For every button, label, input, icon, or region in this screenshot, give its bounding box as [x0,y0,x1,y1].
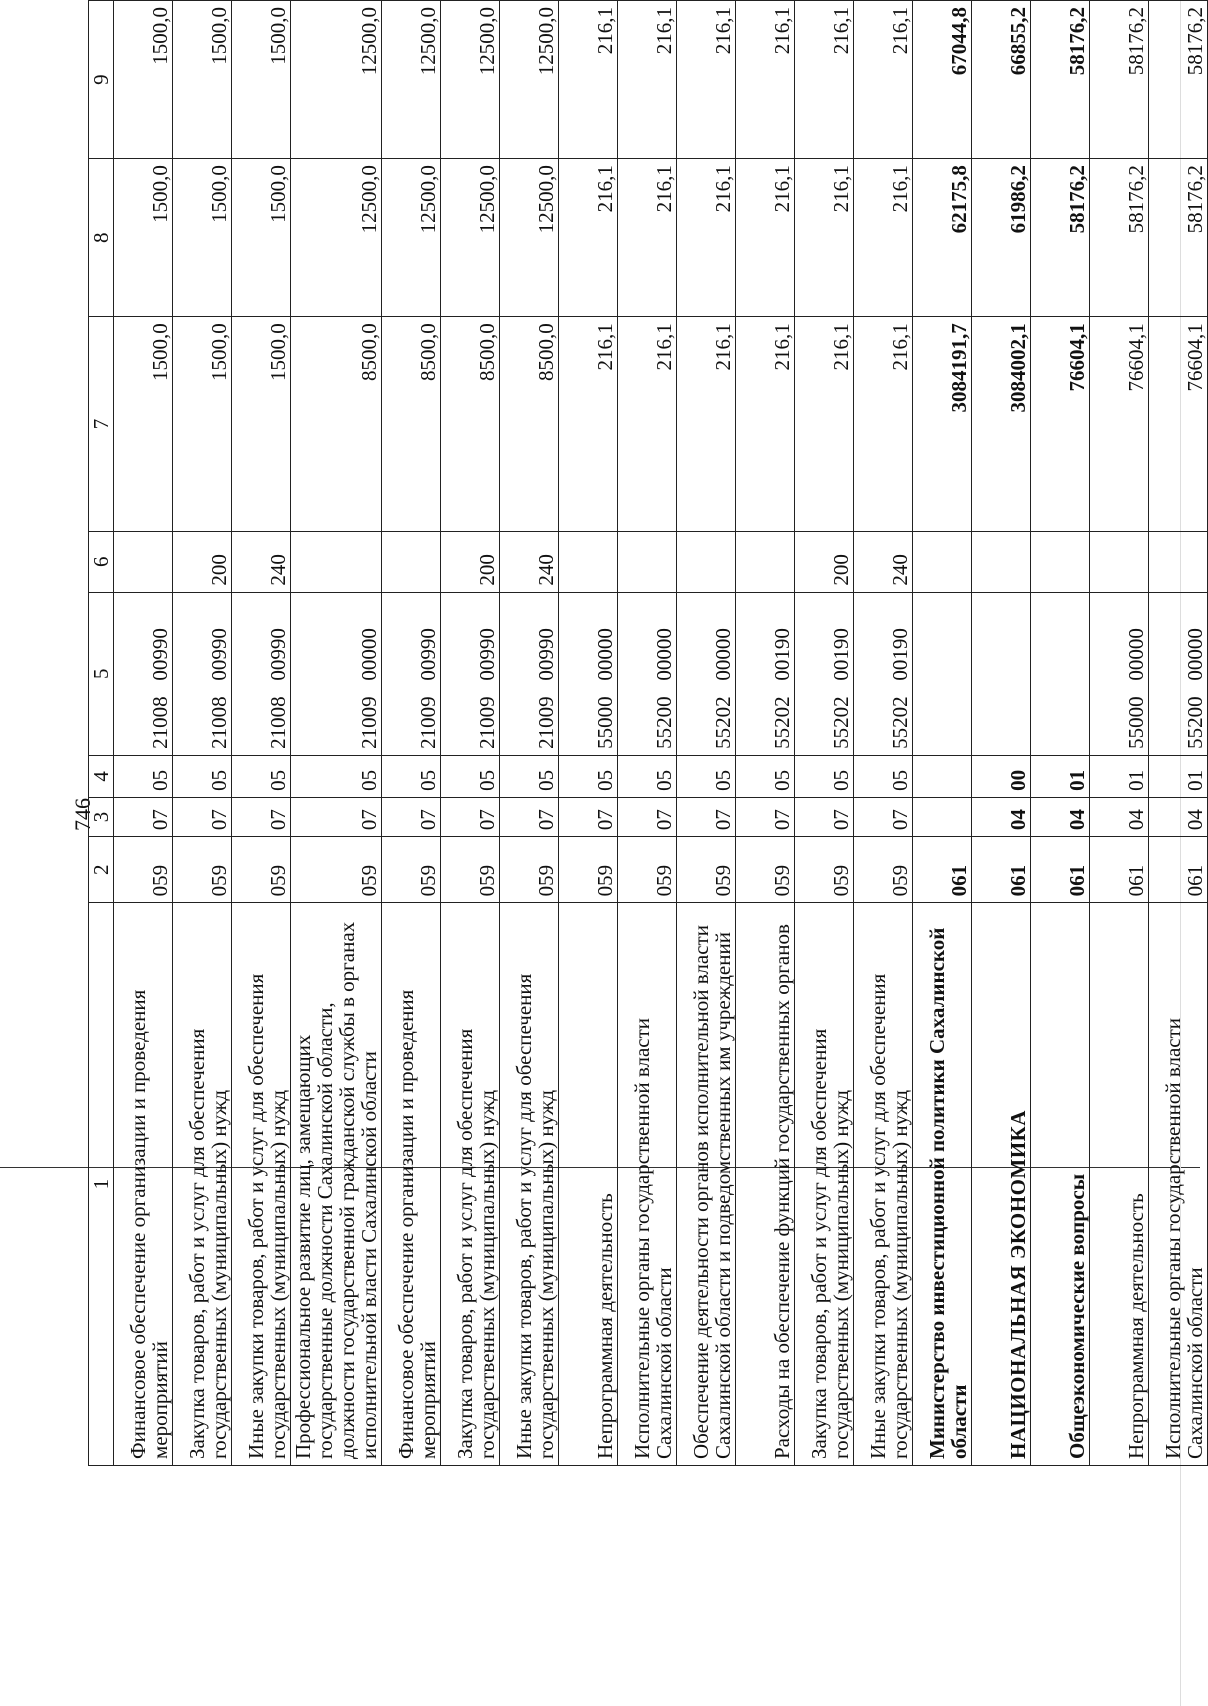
row-name-cell: Иные закупки товаров, работ и услуг для обеспечения государственных (муниципальных) нужд [500,903,559,1466]
target-article-cell: 21009 00990 [382,592,441,755]
row-name-cell: Иные закупки товаров, работ и услуг для обеспечения государственных (муниципальных) нужд [232,903,291,1466]
amount-col9-cell: 1500,0 [114,1,173,159]
expense-type-cell [1090,531,1149,592]
row-name-cell: Непрограммная деятельность [559,903,618,1466]
amount-col7-cell: 3084191,7 [913,317,972,532]
header-cell: 6 [89,531,114,592]
table-row [500,1,559,1466]
amount-col8-cell: 216,1 [559,159,618,317]
amount-col7-cell: 216,1 [559,317,618,532]
header-cell: 5 [89,592,114,755]
amount-col8-cell: 62175,8 [913,159,972,317]
expense-type-cell: 240 [854,531,913,592]
row-name-cell: Финансовое обеспечение организации и проведения мероприятий [114,903,173,1466]
subsection-cell: 00 [972,755,1031,797]
budget-table [88,0,1208,1466]
subsection-cell [913,755,972,797]
expense-type-cell [114,531,173,592]
subsection-cell: 05 [677,755,736,797]
target-article-cell [972,592,1031,755]
code-admin-cell: 059 [795,837,854,903]
amount-col8-cell: 216,1 [736,159,795,317]
expense-type-cell [1031,531,1090,592]
amount-col7-cell: 1500,0 [114,317,173,532]
amount-col9-cell: 58176,2 [1149,1,1208,159]
code-admin-cell: 059 [173,837,232,903]
amount-col9-cell: 216,1 [854,1,913,159]
row-name-cell: Закупка товаров, работ и услуг для обеспечения государственных (муниципальных) нужд [795,903,854,1466]
amount-col9-cell: 58176,2 [1090,1,1149,159]
amount-col8-cell: 61986,2 [972,159,1031,317]
table-row [232,1,291,1466]
code-admin-cell: 059 [618,837,677,903]
amount-col8-cell: 58176,2 [1031,159,1090,317]
code-admin-cell: 059 [291,837,382,903]
subsection-cell: 01 [1090,755,1149,797]
table-row [736,1,795,1466]
amount-col8-cell: 58176,2 [1090,159,1149,317]
subsection-cell: 01 [1031,755,1090,797]
amount-col8-cell: 1500,0 [173,159,232,317]
code-admin-cell: 059 [736,837,795,903]
amount-col9-cell: 67044,8 [913,1,972,159]
header-cell: 3 [89,797,114,836]
amount-col7-cell: 76604,1 [1090,317,1149,532]
table-row [173,1,232,1466]
expense-type-cell: 200 [441,531,500,592]
header-cell: 7 [89,317,114,532]
header-cell: 8 [89,159,114,317]
row-name-cell: Обеспечение деятельности органов исполнительной власти Сахалинской области и подведомственных им учреждений [677,903,736,1466]
code-admin-cell: 059 [441,837,500,903]
table-row [559,1,618,1466]
section-cell: 07 [795,797,854,836]
subsection-cell: 05 [854,755,913,797]
table-row [1031,1,1090,1466]
amount-col8-cell: 58176,2 [1149,159,1208,317]
amount-col7-cell: 76604,1 [1031,317,1090,532]
expense-type-cell [1149,531,1208,592]
section-cell: 04 [1031,797,1090,836]
subsection-cell: 05 [114,755,173,797]
section-cell: 07 [559,797,618,836]
amount-col7-cell: 8500,0 [441,317,500,532]
amount-col9-cell: 12500,0 [441,1,500,159]
table-row [291,1,382,1466]
section-cell: 04 [1090,797,1149,836]
subsection-cell: 05 [441,755,500,797]
header-row [89,1,114,1466]
amount-col9-cell: 216,1 [736,1,795,159]
table-row [972,1,1031,1466]
table-row [677,1,736,1466]
target-article-cell: 21008 00990 [232,592,291,755]
section-cell: 07 [173,797,232,836]
amount-col9-cell: 216,1 [618,1,677,159]
amount-col7-cell: 8500,0 [291,317,382,532]
code-admin-cell: 059 [559,837,618,903]
code-admin-cell: 059 [382,837,441,903]
amount-col7-cell: 3084002,1 [972,317,1031,532]
amount-col8-cell: 216,1 [854,159,913,317]
expense-type-cell [618,531,677,592]
table-row [1090,1,1149,1466]
amount-col7-cell: 216,1 [736,317,795,532]
amount-col7-cell: 216,1 [854,317,913,532]
amount-col9-cell: 12500,0 [291,1,382,159]
code-admin-cell: 061 [1031,837,1090,903]
amount-col7-cell: 1500,0 [232,317,291,532]
header-cell: 2 [89,837,114,903]
expense-type-cell [677,531,736,592]
amount-col9-cell: 216,1 [559,1,618,159]
amount-col8-cell: 12500,0 [500,159,559,317]
expense-type-cell: 240 [500,531,559,592]
amount-col7-cell: 8500,0 [382,317,441,532]
section-cell: 07 [114,797,173,836]
code-admin-cell: 059 [500,837,559,903]
table-row [441,1,500,1466]
amount-col7-cell: 76604,1 [1149,317,1208,532]
row-name-cell: Профессиональное развитие лиц, замещающих государственные должности Сахалинской области, должности государственной гражданской службы в органах исполнительной власти Сахалинской области [291,903,382,1466]
expense-type-cell: 200 [173,531,232,592]
amount-col7-cell: 216,1 [677,317,736,532]
code-admin-cell: 061 [913,837,972,903]
code-admin-cell: 059 [232,837,291,903]
target-article-cell: 55202 00190 [736,592,795,755]
amount-col7-cell: 216,1 [795,317,854,532]
section-cell: 04 [972,797,1031,836]
amount-col8-cell: 12500,0 [441,159,500,317]
amount-col8-cell: 1500,0 [114,159,173,317]
table-row [795,1,854,1466]
header-cell: 9 [89,1,114,159]
section-cell: 07 [736,797,795,836]
amount-col9-cell: 216,1 [795,1,854,159]
row-name-cell: Иные закупки товаров, работ и услуг для обеспечения государственных (муниципальных) нужд [854,903,913,1466]
header-cell: 4 [89,755,114,797]
row-name-cell: Исполнительные органы государственной власти Сахалинской области [618,903,677,1466]
target-article-cell: 55200 00000 [1149,592,1208,755]
amount-col9-cell: 216,1 [677,1,736,159]
subsection-cell: 05 [291,755,382,797]
table-row [1149,1,1208,1466]
row-name-cell: Закупка товаров, работ и услуг для обеспечения государственных (муниципальных) нужд [173,903,232,1466]
subsection-cell: 05 [559,755,618,797]
subsection-cell: 01 [1149,755,1208,797]
table-row [854,1,913,1466]
amount-col7-cell: 8500,0 [500,317,559,532]
row-name-cell: Исполнительные органы государственной власти Сахалинской области [1149,903,1208,1466]
code-admin-cell: 061 [1090,837,1149,903]
target-article-cell: 55000 00000 [559,592,618,755]
amount-col9-cell: 1500,0 [173,1,232,159]
section-cell: 07 [291,797,382,836]
amount-col7-cell: 216,1 [618,317,677,532]
target-article-cell: 55202 00190 [854,592,913,755]
target-article-cell [1031,592,1090,755]
code-admin-cell: 061 [972,837,1031,903]
amount-col7-cell: 1500,0 [173,317,232,532]
row-name-cell: Закупка товаров, работ и услуг для обеспечения государственных (муниципальных) нужд [441,903,500,1466]
expense-type-cell [913,531,972,592]
target-article-cell: 21009 00000 [291,592,382,755]
amount-col9-cell: 1500,0 [232,1,291,159]
target-article-cell: 55200 00000 [618,592,677,755]
amount-col8-cell: 1500,0 [232,159,291,317]
subsection-cell: 05 [173,755,232,797]
table-row [913,1,972,1466]
target-article-cell: 21009 00990 [441,592,500,755]
page-number: 746 [70,798,95,831]
expense-type-cell [291,531,382,592]
subsection-cell: 05 [232,755,291,797]
target-article-cell: 21008 00990 [114,592,173,755]
amount-col8-cell: 216,1 [795,159,854,317]
amount-col9-cell: 58176,2 [1031,1,1090,159]
expense-type-cell: 240 [232,531,291,592]
section-cell: 07 [382,797,441,836]
row-name-cell: Расходы на обеспечение функций государственных органов [736,903,795,1466]
subsection-cell: 05 [382,755,441,797]
amount-col9-cell: 12500,0 [382,1,441,159]
expense-type-cell: 200 [795,531,854,592]
target-article-cell: 21008 00990 [173,592,232,755]
section-cell [913,797,972,836]
expense-type-cell [382,531,441,592]
subsection-cell: 05 [736,755,795,797]
amount-col8-cell: 12500,0 [382,159,441,317]
code-admin-cell: 059 [854,837,913,903]
expense-type-cell [559,531,618,592]
section-cell: 07 [441,797,500,836]
header-cell: 1 [89,903,114,1466]
target-article-cell: 55000 00000 [1090,592,1149,755]
section-cell: 07 [677,797,736,836]
target-article-cell: 21009 00990 [500,592,559,755]
row-name-cell: Непрограммная деятельность [1090,903,1149,1466]
amount-col8-cell: 216,1 [677,159,736,317]
code-admin-cell: 059 [114,837,173,903]
section-cell: 07 [500,797,559,836]
code-admin-cell: 061 [1149,837,1208,903]
row-name-cell: НАЦИОНАЛЬНАЯ ЭКОНОМИКА [972,903,1031,1466]
subsection-cell: 05 [795,755,854,797]
section-cell: 07 [618,797,677,836]
subsection-cell: 05 [618,755,677,797]
amount-col8-cell: 12500,0 [291,159,382,317]
expense-type-cell [736,531,795,592]
target-article-cell: 55202 00000 [677,592,736,755]
table-row [114,1,173,1466]
table-row [618,1,677,1466]
row-name-cell: Министерство инвестиционной политики Сахалинской области [913,903,972,1466]
row-name-cell: Общеэкономические вопросы [1031,903,1090,1466]
expense-type-cell [972,531,1031,592]
amount-col8-cell: 216,1 [618,159,677,317]
section-cell: 07 [232,797,291,836]
table-row [382,1,441,1466]
amount-col9-cell: 12500,0 [500,1,559,159]
section-cell: 04 [1149,797,1208,836]
section-cell: 07 [854,797,913,836]
code-admin-cell: 059 [677,837,736,903]
amount-col9-cell: 66855,2 [972,1,1031,159]
target-article-cell: 55202 00190 [795,592,854,755]
subsection-cell: 05 [500,755,559,797]
target-article-cell [913,592,972,755]
row-name-cell: Финансовое обеспечение организации и проведения мероприятий [382,903,441,1466]
